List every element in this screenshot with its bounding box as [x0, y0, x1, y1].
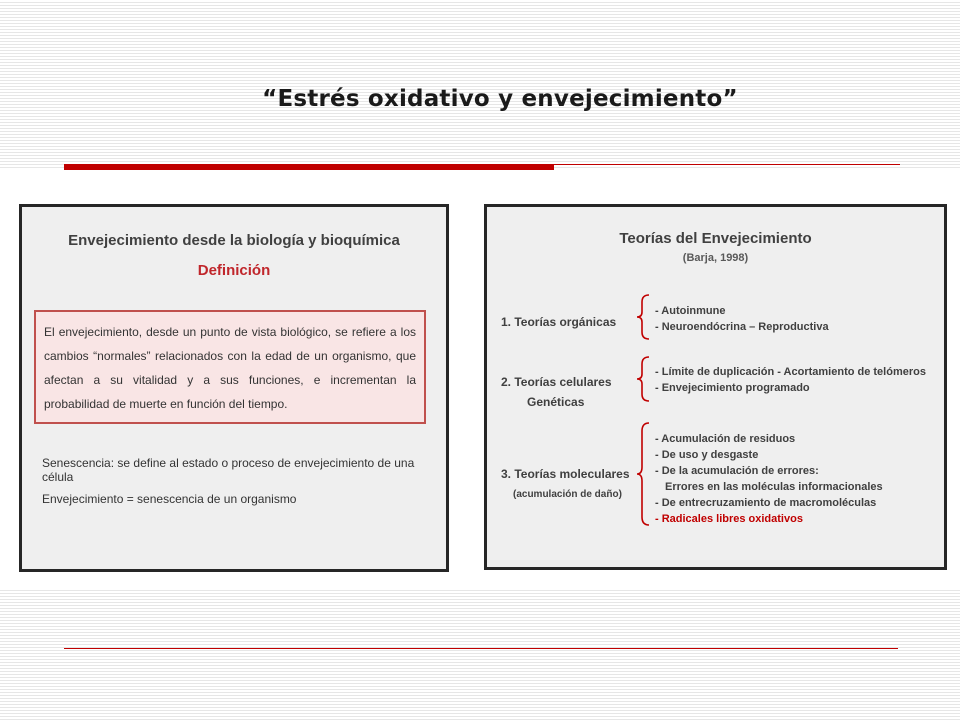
- footer-rule: [64, 648, 898, 649]
- slide-title: “Estrés oxidativo y envejecimiento”: [262, 86, 738, 112]
- list-item: - Envejecimiento programado: [655, 382, 810, 394]
- theory-molecular-items: [655, 431, 883, 527]
- theory-organic-label: 1. Teorías orgánicas: [501, 315, 617, 329]
- theory-cellular-label: 2. Teorías celulares: [501, 375, 612, 389]
- list-item: - De entrecruzamiento de macromoléculas: [655, 497, 877, 509]
- senescence-definition: Senescencia: se define al estado o proceso de envejecimiento de una célula: [42, 456, 415, 484]
- brace-organic: [635, 293, 651, 341]
- list-item: - Límite de duplicación - Acortamiento de telómeros: [655, 366, 926, 378]
- right-panel-title: Teorías del Envejecimiento: [619, 230, 812, 247]
- list-item: - De la acumulación de errores:: [655, 465, 819, 477]
- brace-cellular: [635, 355, 651, 403]
- list-item: - Neuroendócrina – Reproductiva: [655, 321, 829, 333]
- list-item: Errores en las moléculas informacionales: [665, 481, 883, 493]
- list-item-highlight: - Radicales libres oxidativos: [655, 513, 803, 525]
- theory-cellular-label-genetic: Genéticas: [527, 395, 585, 409]
- aging-equation: Envejecimiento = senescencia de un organismo: [42, 492, 297, 506]
- left-panel-title: Envejecimiento desde la biología y bioquímica: [68, 232, 400, 249]
- aging-theories-panel: [484, 204, 947, 570]
- theory-organic-items: [655, 303, 829, 335]
- biology-definition-panel: [19, 204, 449, 572]
- theory-molecular-sublabel: (acumulación de daño): [513, 489, 622, 500]
- title-underline-thin: [554, 164, 900, 165]
- left-panel-subtitle: Definición: [197, 262, 271, 279]
- list-item: - De uso y desgaste: [655, 449, 759, 461]
- theory-cellular-items: [655, 364, 926, 396]
- list-item: - Autoinmune: [655, 305, 726, 317]
- brace-molecular: [635, 421, 651, 527]
- theory-molecular-label: 3. Teorías moleculares: [501, 467, 630, 481]
- list-item: - Acumulación de residuos: [655, 433, 796, 445]
- definition-box: El envejecimiento, desde un punto de vista biológico, se refiere a los cambios “normales” relacionados con la edad de un organismo, que afectan a su vitalidad y a sus funciones, e incrementan la probabilidad de muerte en función del tiempo.: [34, 310, 426, 424]
- right-panel-citation: (Barja, 1998): [682, 252, 749, 264]
